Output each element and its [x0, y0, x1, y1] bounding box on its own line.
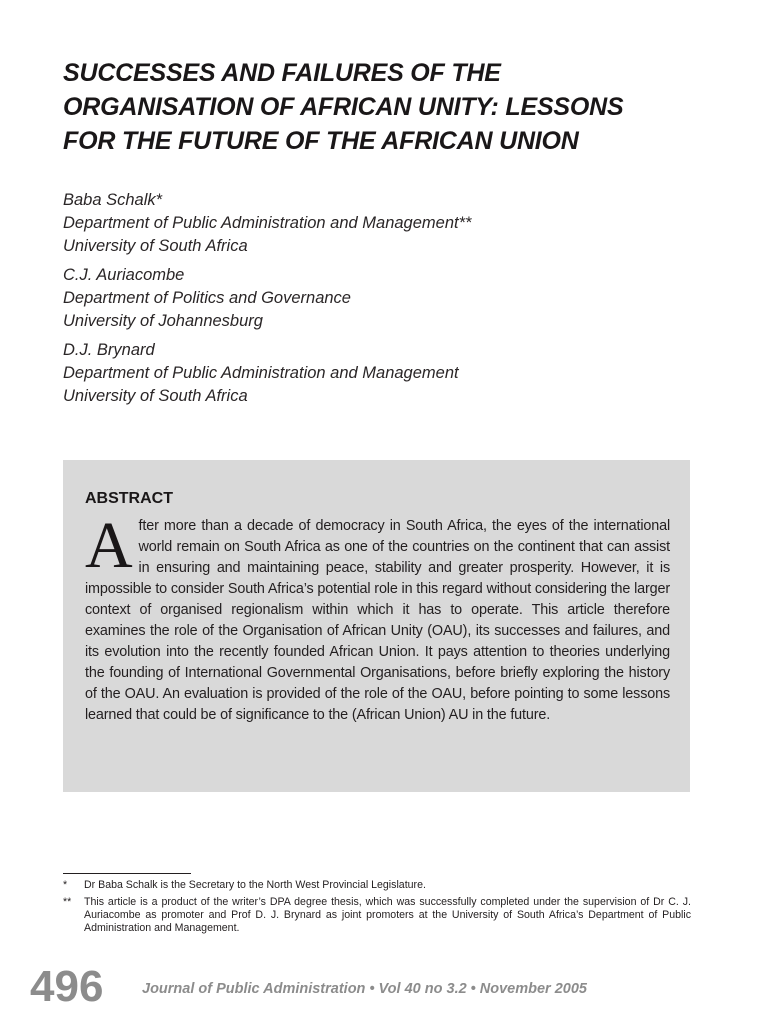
article-title: [63, 56, 723, 158]
abstract-text: [85, 509, 670, 726]
page-number: 496: [30, 962, 104, 1011]
author-institution: University of South Africa: [63, 237, 248, 255]
author-name: Baba Schalk*: [63, 191, 163, 209]
author-entry: [63, 189, 703, 258]
author-entry: [63, 339, 703, 408]
abstract-body: fter more than a decade of democracy in South Africa, the eyes of the international world remain on South Africa as one of the countries on the continent that can assist in ensuring and maintaining peace, stability and greater prosperity. However, it is impossible to consider South Africa’s potential role in this regard without considering the larger context of organised regionalism within which it has to operate. This article therefore examines the role of the Organisation of African Unity (OAU), its successes and failures, and its evolution into the recently founded African Union. It pays attention to theories underlying the founding of International Governmental Organisations, before briefly exploring the history of the OAU. An evaluation is provided of the role of the OAU, before pointing to some lessons learned that could be of significance to the (African Union) AU in the future.: [85, 518, 670, 723]
author-department: Department of Public Administration and Management**: [63, 214, 472, 232]
journal-running-footer: Journal of Public Administration • Vol 40 no 3.2 • November 2005: [142, 981, 587, 997]
footnotes: [63, 879, 691, 939]
footnote-mark: **: [63, 896, 72, 908]
author-institution: University of South Africa: [63, 387, 248, 405]
abstract-drop-cap: A: [85, 509, 133, 582]
author-list: [63, 189, 703, 414]
author-department: Department of Politics and Governance: [63, 289, 351, 307]
footnote-text: This article is a product of the writer’s DPA degree thesis, which was successfully completed under the supervision of Dr C. J. Auriacombe as promoter and Prof D. J. Brynard as joint promoters at the University of South Africa’s Department of Public Administration and Management.: [84, 896, 691, 934]
footnote-text: Dr Baba Schalk is the Secretary to the North West Provincial Legislature.: [84, 879, 426, 891]
article-title-line: FOR THE FUTURE OF THE AFRICAN UNION: [63, 127, 579, 155]
footnote: [63, 896, 691, 935]
footnote-mark: *: [63, 879, 68, 891]
author-name: C.J. Auriacombe: [63, 266, 185, 284]
article-title-line: SUCCESSES AND FAILURES OF THE: [63, 59, 501, 87]
author-department: Department of Public Administration and Management: [63, 364, 459, 382]
footnote: [63, 879, 691, 892]
article-title-line: ORGANISATION OF AFRICAN UNITY: LESSONS: [63, 93, 624, 121]
author-name: D.J. Brynard: [63, 341, 155, 359]
abstract-box: [63, 460, 690, 792]
footnote-divider: [63, 873, 191, 874]
abstract-heading: ABSTRACT: [85, 490, 173, 507]
author-institution: University of Johannesburg: [63, 312, 263, 330]
author-entry: [63, 264, 703, 333]
